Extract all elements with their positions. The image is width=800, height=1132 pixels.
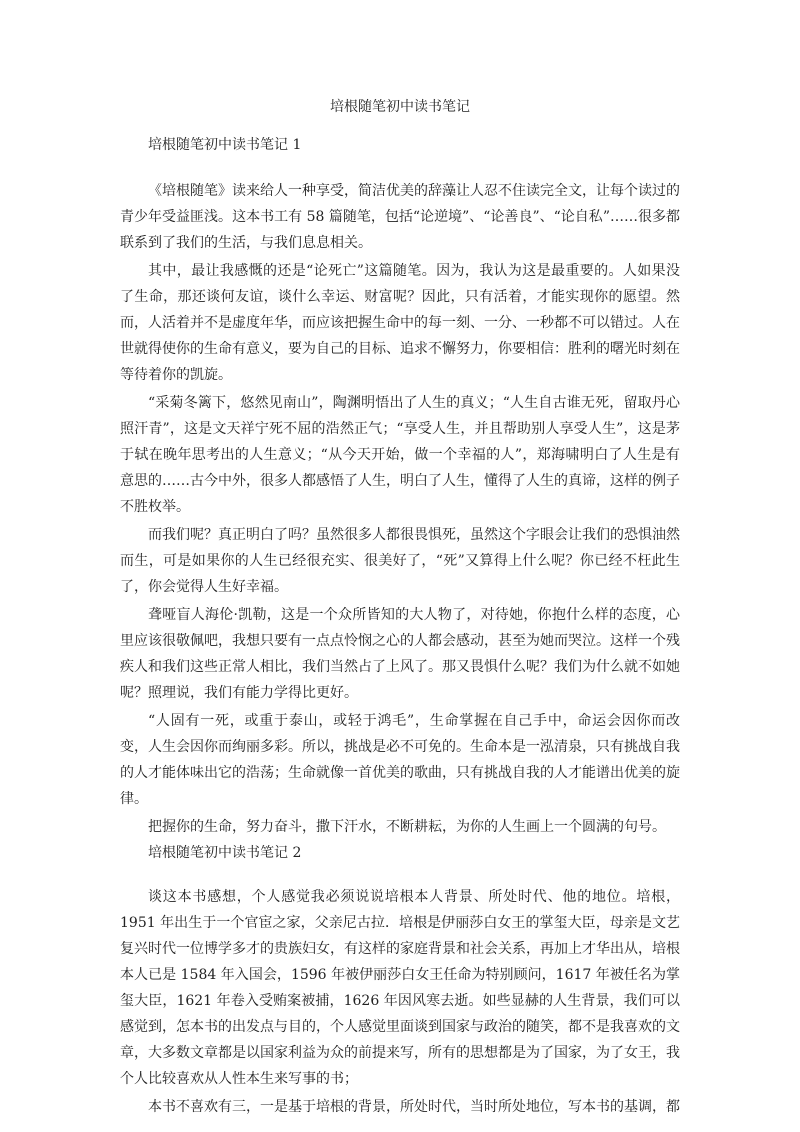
paragraph: 本书不喜欢有三，一是基于培根的背景，所处时代，当时所处地位，写本书的基调，都	[148, 1099, 680, 1115]
document-page	[120, 96, 680, 1122]
section-heading-2: 培根随笔初中读书笔记 2	[148, 845, 302, 861]
paragraph: “采菊冬篱下，悠然见南山”，陶渊明悟出了人生的真义；“人生自古谁无死，留取丹心照汗青”，这是文天祥宁死不屈的浩然正气；“享受人生，并且帮助别人享受人生”，这是茅于轼在晚年思考出的人生意义；“从今天开始，做一个幸福的人”，郑海啸明白了人生是有意思的……古今中外，很多人都感悟了人生，明白了人生，懂得了人生的真谛，这样的例子不胜枚举。	[120, 395, 680, 515]
paragraph: 把握你的生命，努力奋斗，撒下汗水，不断耕耘，为你的人生画上一个圆满的句号。	[148, 819, 666, 835]
paragraph: 而我们呢？真正明白了吗？虽然很多人都很畏惧死，虽然这个字眼会让我们的恐惧油然而生，可是如果你的人生已经很充实、很美好了，“死”又算得上什么呢？你已经不枉此生了，你会觉得人生好幸福。	[120, 527, 680, 595]
document-title: 培根随笔初中读书笔记	[330, 99, 470, 115]
section-heading-1: 培根随笔初中读书笔记 1	[148, 137, 302, 153]
paragraph: 其中，最让我感慨的还是“论死亡”这篇随笔。因为，我认为这是最重要的。人如果没了生命，那还谈何友谊，谈什么幸运、财富呢？因此，只有活着，才能实现你的愿望。然而，人活着并不是虚度年华，而应该把握生命中的每一刻、一分、一秒都不可以错过。人在世就得使你的生命有意义，要为自己的目标、追求不懈努力，你要相信：胜利的曙光时刻在等待着你的凯旋。	[120, 263, 680, 383]
paragraph: “人固有一死，或重于泰山，或轻于鸿毛”，生命掌握在自己手中，命运会因你而改变，人生会因你而绚丽多彩。所以，挑战是必不可免的。生命本是一泓清泉，只有挑战自我的人才能体味出它的浩荡；生命就像一首优美的歌曲，只有挑战自我的人才能谱出优美的旋律。	[120, 713, 680, 807]
paragraph: 谈这本书感想，个人感觉我必须说说培根本人背景、所处时代、他的地位。培根，1951 年出生于一个官宦之家，父亲尼古拉．培根是伊丽莎白女王的掌玺大臣，母亲是文艺复兴时代一位博学多才的贵族妇女，有这样的家庭背景和社会关系，再加上才华出从，培根本人已是 1584 年入国会，1596 年被伊丽莎白女王任命为特别顾问，1617 年被任名为掌玺大臣，1621 年卷入受贿案被捕，1626 年因风寒去逝。如些显赫的人生背景，我们可以感觉到，怎本书的出发点与目的，个人感觉里面谈到国家与政治的随笑，都不是我喜欢的文章，大多数文章都是以国家利益为众的前提来写，所有的思想都是为了国家，为了女王，我个人比较喜欢从人性本生来写事的书；	[120, 889, 680, 1087]
paragraph: 《培根随笔》读来给人一种享受，简洁优美的辞藻让人忍不住读完全文，让每个读过的青少年受益匪浅。这本书工有 58 篇随笔，包括“论逆境”、“论善良”、“论自私”……很多都联系到了我们的生活，与我们息息相关。	[120, 183, 680, 251]
paragraph: 聋哑盲人海伦·凯勒，这是一个众所皆知的大人物了，对待她，你抱什么样的态度，心里应该很敬佩吧，我想只要有一点点怜悯之心的人都会感动，甚至为她而哭泣。这样一个残疾人和我们这些正常人相比，我们当然占了上风了。那又畏惧什么呢？我们为什么就不如她呢？照理说，我们有能力学得比更好。	[120, 607, 680, 701]
